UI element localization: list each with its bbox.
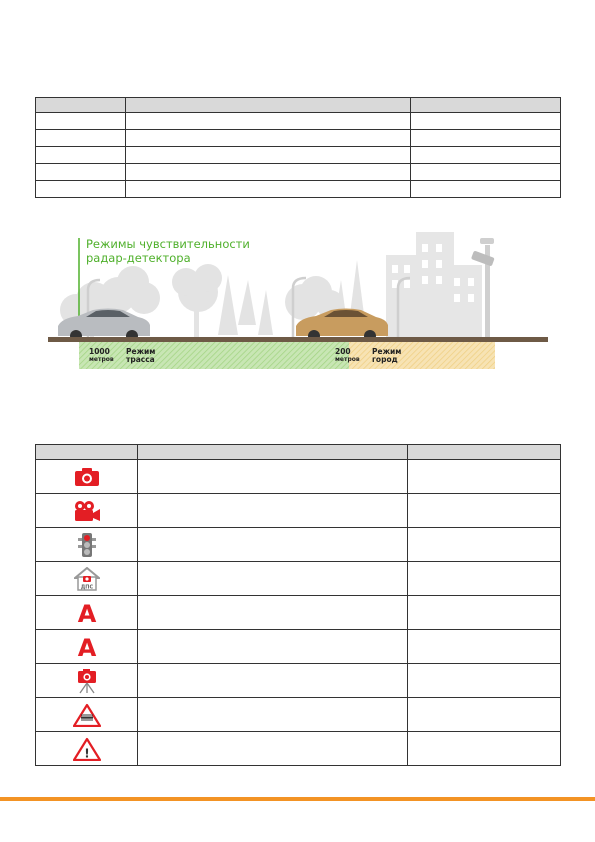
table-cell bbox=[138, 494, 408, 528]
icon-cell bbox=[36, 698, 138, 732]
camera-icon bbox=[74, 467, 100, 487]
table-cell bbox=[411, 113, 561, 130]
buildings bbox=[386, 232, 482, 340]
table-row bbox=[36, 596, 561, 630]
table-row bbox=[36, 460, 561, 494]
table-row bbox=[36, 113, 561, 130]
highway-distance-unit: метров bbox=[89, 356, 114, 363]
highway-distance-label bbox=[89, 348, 114, 364]
table-cell bbox=[138, 664, 408, 698]
city-distance-unit: метров bbox=[335, 356, 360, 363]
table-cell bbox=[36, 130, 126, 147]
warning-sign-icon bbox=[73, 737, 101, 761]
city-zone bbox=[349, 342, 495, 369]
railway-crossing-sign-icon bbox=[73, 703, 101, 727]
table-row bbox=[36, 732, 561, 766]
table-cell bbox=[138, 698, 408, 732]
icon-cell bbox=[36, 460, 138, 494]
table-1-header-cell bbox=[411, 98, 561, 113]
city-mode-label bbox=[372, 348, 401, 364]
highway-mode-label bbox=[126, 348, 155, 364]
table-2-header-cell bbox=[138, 445, 408, 460]
table-row bbox=[36, 494, 561, 528]
table-cell bbox=[138, 732, 408, 766]
table-1 bbox=[35, 97, 561, 198]
table-cell bbox=[126, 130, 411, 147]
table-cell bbox=[138, 460, 408, 494]
icon-cell bbox=[36, 732, 138, 766]
road bbox=[48, 337, 548, 342]
table-cell bbox=[126, 181, 411, 198]
table-cell bbox=[36, 147, 126, 164]
table-row bbox=[36, 181, 561, 198]
table-cell bbox=[408, 494, 561, 528]
table-row bbox=[36, 664, 561, 698]
table-cell bbox=[408, 562, 561, 596]
video-camera-icon bbox=[73, 500, 101, 522]
footer-accent-bar bbox=[0, 797, 595, 801]
icon-cell bbox=[36, 596, 138, 630]
table-cell bbox=[411, 164, 561, 181]
letter-a-icon bbox=[76, 601, 98, 625]
table-row bbox=[36, 562, 561, 596]
table-cell bbox=[408, 528, 561, 562]
traffic-light-icon bbox=[77, 532, 97, 558]
city-distance-value: 200 bbox=[335, 347, 351, 356]
table-cell bbox=[138, 528, 408, 562]
icon-cell bbox=[36, 494, 138, 528]
highway-mode-line-2: трасса bbox=[126, 355, 155, 364]
table-cell bbox=[138, 562, 408, 596]
illustration-title-line-1: Режимы чувствительности bbox=[86, 237, 250, 251]
table-1-header-cell bbox=[126, 98, 411, 113]
letter-a-text: A bbox=[77, 600, 96, 625]
highway-mode-line-1: Режим bbox=[126, 347, 156, 356]
highway-zone bbox=[79, 342, 349, 369]
table-1-header-cell bbox=[36, 98, 126, 113]
table-2-header-cell bbox=[36, 445, 138, 460]
table-cell bbox=[36, 113, 126, 130]
illustration-title-line-2: радар-детектора bbox=[86, 251, 191, 265]
table-cell bbox=[408, 630, 561, 664]
table-row bbox=[36, 630, 561, 664]
table-cell bbox=[408, 596, 561, 630]
camera-house-icon bbox=[74, 567, 100, 591]
letter-a-icon bbox=[76, 635, 98, 659]
table-cell bbox=[411, 130, 561, 147]
table-row bbox=[36, 164, 561, 181]
exclamation-mark: ! bbox=[83, 746, 90, 760]
table-cell bbox=[138, 630, 408, 664]
table-cell bbox=[411, 147, 561, 164]
table-cell bbox=[138, 596, 408, 630]
table-1-header bbox=[36, 98, 561, 113]
table-cell bbox=[408, 732, 561, 766]
table-row bbox=[36, 698, 561, 732]
table-cell bbox=[126, 147, 411, 164]
table-cell bbox=[126, 113, 411, 130]
city-distance-label bbox=[335, 348, 360, 364]
dps-label: ДПС bbox=[80, 584, 93, 590]
table-2-header-cell bbox=[408, 445, 561, 460]
table-cell bbox=[126, 164, 411, 181]
icon-cell bbox=[36, 664, 138, 698]
icon-cell bbox=[36, 630, 138, 664]
city-mode-line-1: Режим bbox=[372, 347, 402, 356]
sensitivity-modes-illustration bbox=[48, 220, 548, 375]
table-cell bbox=[411, 181, 561, 198]
icon-cell bbox=[36, 528, 138, 562]
table-cell bbox=[408, 460, 561, 494]
table-cell bbox=[36, 164, 126, 181]
letter-a-text: A bbox=[77, 634, 96, 659]
table-row bbox=[36, 130, 561, 147]
table-cell bbox=[408, 664, 561, 698]
table-cell bbox=[408, 698, 561, 732]
icon-cell bbox=[36, 562, 138, 596]
table-row bbox=[36, 528, 561, 562]
table-2-header bbox=[36, 445, 561, 460]
table-row bbox=[36, 147, 561, 164]
tripod-camera-icon bbox=[76, 668, 98, 694]
highway-distance-value: 1000 bbox=[89, 347, 110, 356]
table-cell bbox=[36, 181, 126, 198]
table-2 bbox=[35, 444, 561, 766]
city-mode-line-2: город bbox=[372, 355, 398, 364]
